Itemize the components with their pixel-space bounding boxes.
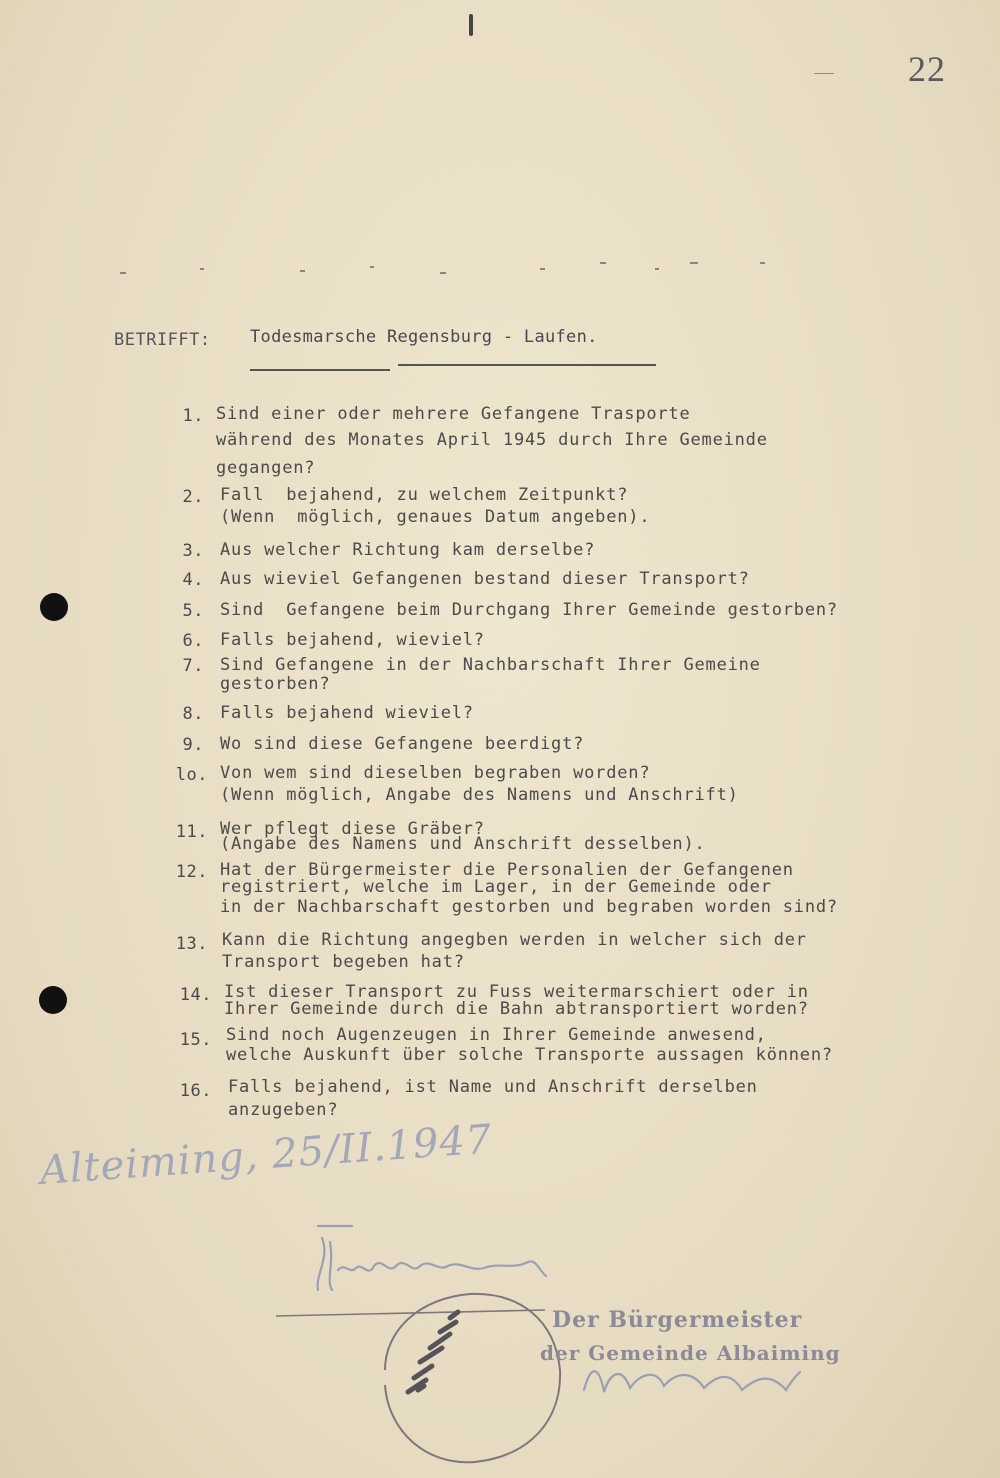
- question-line: welche Auskunft über solche Transporte aussagen können?: [226, 1045, 833, 1065]
- question-number: 3.: [182, 541, 204, 561]
- question-line: während des Monates April 1945 durch Ihre Gemeinde: [216, 430, 768, 450]
- question-number: lo.: [175, 765, 208, 785]
- question-number: 16.: [179, 1081, 212, 1101]
- question-line: anzugeben?: [228, 1100, 339, 1120]
- question-line: registriert, welche im Lager, in der Gemeinde oder: [220, 877, 772, 897]
- question-number: 5.: [182, 601, 204, 621]
- question-number: 4.: [182, 570, 204, 590]
- question-number: 8.: [182, 704, 204, 724]
- question-line: Kann die Richtung angegben werden in welcher sich der: [222, 930, 807, 950]
- question-line: gegangen?: [216, 458, 316, 478]
- question-number: 6.: [182, 631, 204, 651]
- handwritten-place-date: Alteiming, 25/II.1947: [38, 1116, 494, 1194]
- question-line: Transport begeben hat?: [222, 952, 465, 972]
- question-line: Sind noch Augenzeugen in Ihrer Gemeinde anwesend,: [226, 1025, 767, 1045]
- question-line: (Wenn möglich, genaues Datum angeben).: [220, 507, 651, 527]
- question-line: gestorben?: [220, 674, 331, 694]
- question-number: 7.: [182, 656, 204, 676]
- question-line: Ihrer Gemeinde durch die Bahn abtransportiert worden?: [224, 999, 809, 1019]
- question-line: Aus welcher Richtung kam derselbe?: [220, 540, 596, 560]
- subject-label: BETRIFFT:: [114, 330, 211, 350]
- question-line: Ist dieser Transport zu Fuss weitermarschiert oder in: [224, 982, 809, 1002]
- question-line: Sind einer oder mehrere Gefangene Trasporte: [216, 404, 691, 424]
- question-line: Falls bejahend wieviel?: [220, 703, 474, 723]
- question-line: Falls bejahend, ist Name und Anschrift derselben: [228, 1077, 758, 1097]
- official-stamp: [276, 1294, 560, 1462]
- page-number: 22: [908, 49, 946, 89]
- question-line: Hat der Bürgermeister die Personalien der Gefangenen: [220, 860, 794, 880]
- question-line: Aus wieviel Gefangenen bestand dieser Transport?: [220, 569, 750, 589]
- stamp-text: der Gemeinde Albaiming: [540, 1341, 841, 1365]
- question-number: 13.: [175, 934, 208, 954]
- question-number: 11.: [175, 822, 208, 842]
- question-number: 1.: [182, 406, 204, 426]
- question-number: 15.: [179, 1030, 212, 1050]
- question-line: in der Nachbarschaft gestorben und begraben worden sind?: [220, 897, 838, 917]
- question-line: Wer pflegt diese Gräber?: [220, 819, 485, 839]
- question-number: 14.: [179, 985, 212, 1005]
- question-line: Falls bejahend, wieviel?: [220, 630, 485, 650]
- subject-text: Todesmarsche Regensburg - Laufen.: [250, 327, 598, 347]
- question-line: Fall bejahend, zu welchem Zeitpunkt?: [220, 485, 629, 505]
- question-line: Sind Gefangene in der Nachbarschaft Ihrer Gemeine: [220, 655, 761, 675]
- question-number: 12.: [175, 862, 208, 882]
- question-number: 2.: [182, 487, 204, 507]
- question-line: Wo sind diese Gefangene beerdigt?: [220, 734, 585, 754]
- stamp-text: Der Bürgermeister: [552, 1307, 803, 1333]
- question-number: 9.: [182, 735, 204, 755]
- question-line: (Wenn möglich, Angabe des Namens und Anschrift): [220, 785, 739, 805]
- question-line: (Angabe des Namens und Anschrift desselben).: [220, 834, 706, 854]
- question-line: Von wem sind dieselben begraben worden?: [220, 763, 651, 783]
- question-line: Sind Gefangene beim Durchgang Ihrer Gemeinde gestorben?: [220, 600, 838, 620]
